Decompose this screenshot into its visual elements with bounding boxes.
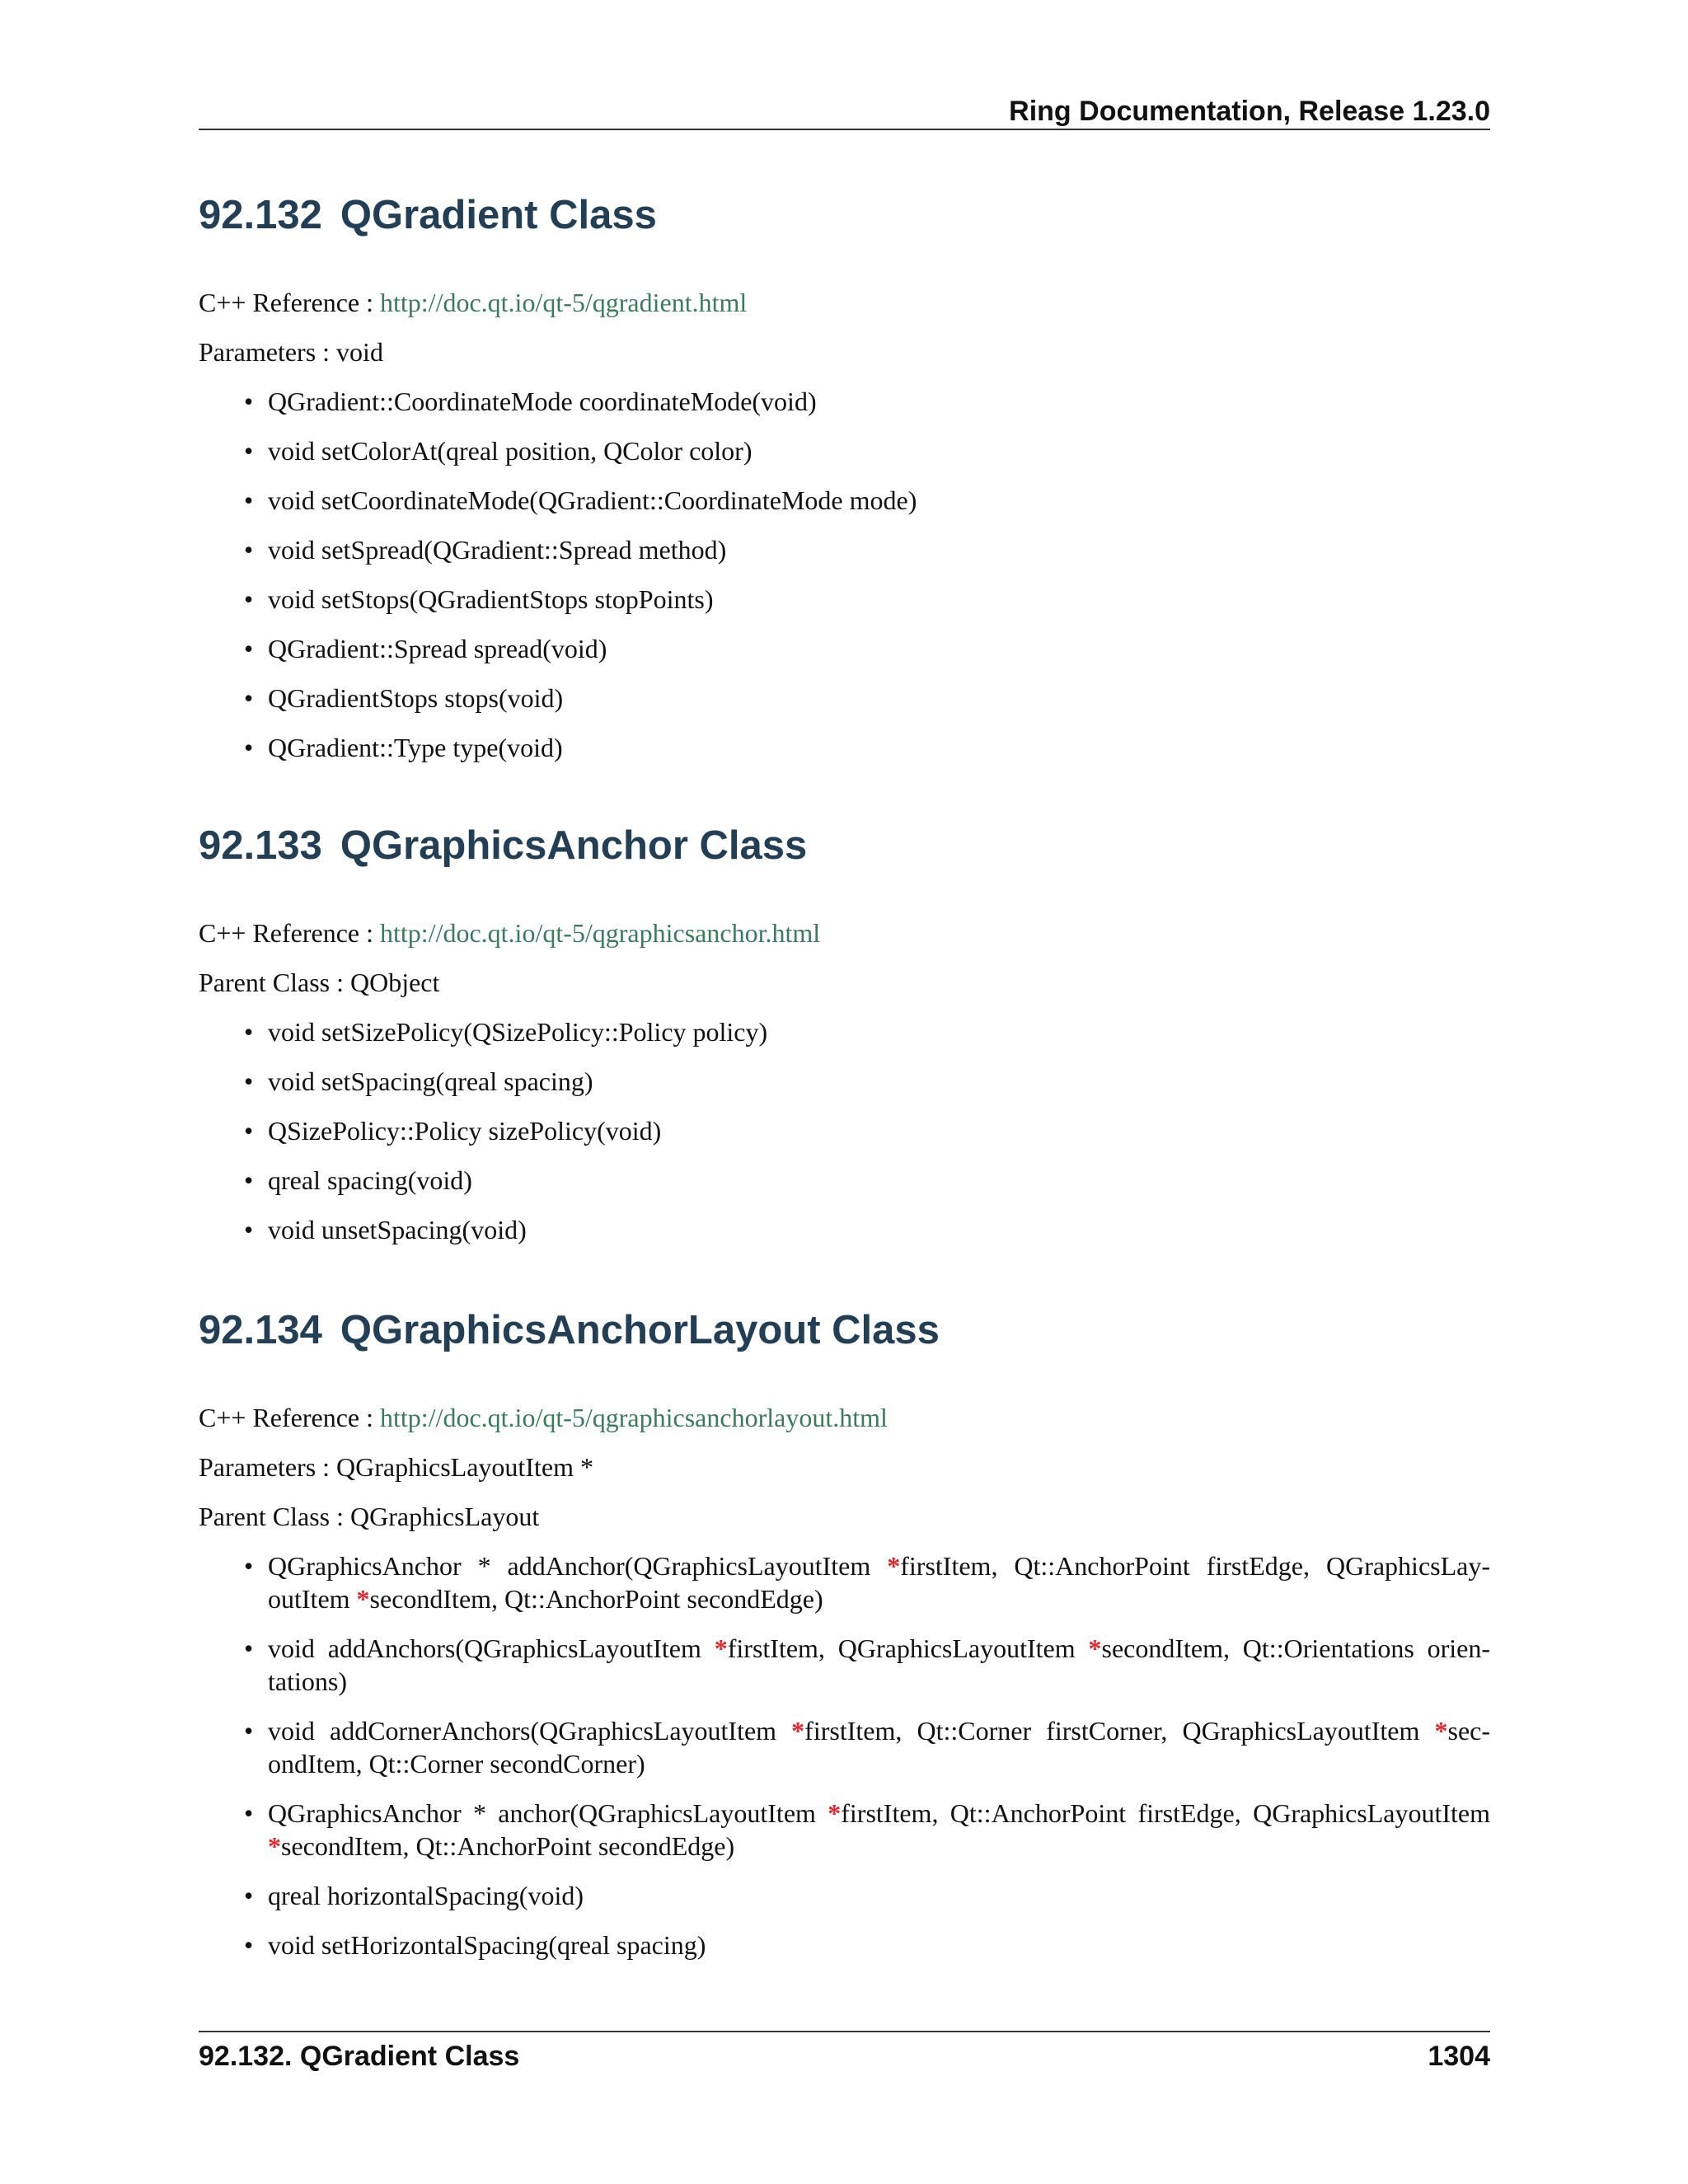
list-item (199, 1114, 1490, 1147)
section-number: 92.133 (199, 823, 322, 868)
parent-class-line (199, 966, 439, 999)
section-title: QGraphicsAnchorLayout Class (340, 1308, 940, 1352)
list-item (199, 434, 1490, 467)
bullet: • (244, 535, 254, 565)
cpp-reference-line (199, 1401, 888, 1434)
page-number: 1304 (1428, 2041, 1490, 2072)
method-list-qgraphicsanchor (199, 1015, 1490, 1246)
bullet: • (244, 1716, 254, 1746)
method-signature-part: void addCornerAnchors(QGraphicsLayoutItem (268, 1716, 792, 1746)
method-signature-part: sec-ondItem, Qt::Corner secondCorner) (268, 1716, 1491, 1779)
parameters-value: QGraphicsLayoutItem * (336, 1452, 593, 1482)
method-signature: QGradient::Type type(void) (268, 733, 563, 762)
section-title: QGraphicsAnchor Class (340, 823, 808, 868)
pointer-star: * (1434, 1716, 1448, 1746)
reference-link[interactable]: http://doc.qt.io/qt-5/qgradient.html (380, 288, 748, 317)
reference-label: C++ Reference : (199, 1403, 373, 1432)
bullet: • (244, 1165, 254, 1195)
bullet: • (244, 634, 254, 663)
bullet: • (244, 1930, 254, 1960)
list-item (199, 1015, 1490, 1048)
parameters-label: Parameters : (199, 337, 331, 367)
method-signature: qreal spacing(void) (268, 1165, 472, 1195)
method-signature: QSizePolicy::Policy sizePolicy(void) (268, 1116, 662, 1146)
method-signature-part: firstItem, QGraphicsLayoutItem (727, 1633, 1089, 1663)
list-item (199, 533, 1490, 566)
section-heading-qgraphicsanchor (199, 823, 807, 869)
bullet: • (244, 1881, 254, 1910)
section-title: QGradient Class (340, 193, 657, 237)
method-signature-part: void addAnchors(QGraphicsLayoutItem (268, 1633, 715, 1663)
pointer-star: * (268, 1831, 281, 1861)
parent-value: QGraphicsLayout (349, 1502, 540, 1531)
bullet: • (244, 584, 254, 614)
header-title: Ring Documentation, Release 1.23.0 (1009, 96, 1490, 127)
reference-link[interactable]: http://doc.qt.io/qt-5/qgraphicsanchor.html (380, 918, 821, 948)
list-item (199, 1549, 1490, 1615)
bullet: • (244, 733, 254, 762)
bullet: • (244, 485, 254, 515)
method-signature: void setCoordinateMode(QGradient::CoordinateMode mode) (268, 485, 917, 515)
pointer-star: * (356, 1584, 370, 1614)
pointer-star: * (714, 1633, 728, 1663)
reference-label: C++ Reference : (199, 288, 373, 317)
page-header (199, 91, 1490, 130)
method-signature-part: firstItem, Qt::AnchorPoint firstEdge, QGraphicsLay-outItem (268, 1551, 1491, 1614)
parameters-line (199, 335, 383, 368)
bullet: • (244, 1017, 254, 1047)
list-item (199, 1632, 1490, 1698)
bullet: • (244, 1633, 254, 1663)
list-item (199, 583, 1490, 616)
pointer-star: * (828, 1798, 842, 1828)
list-item (199, 1065, 1490, 1098)
list-item (199, 1797, 1490, 1863)
method-signature: QGradient::CoordinateMode coordinateMode(void) (268, 387, 817, 416)
method-list-qgradient (199, 385, 1490, 764)
method-signature: QGradient::Spread spread(void) (268, 634, 607, 663)
method-signature: qreal horizontalSpacing(void) (268, 1881, 584, 1910)
method-signature: void setSizePolicy(QSizePolicy::Policy policy) (268, 1017, 768, 1047)
method-signature-part: secondItem, Qt::AnchorPoint secondEdge) (369, 1584, 823, 1614)
parameters-label: Parameters : (199, 1452, 331, 1482)
section-number: 92.134 (199, 1308, 322, 1352)
method-signature-part: firstItem, Qt::Corner firstCorner, QGraphicsLayoutItem (804, 1716, 1435, 1746)
parameters-value: void (336, 337, 383, 367)
list-item (199, 484, 1490, 517)
method-signature: QGradientStops stops(void) (268, 683, 564, 713)
list-item (199, 1164, 1490, 1197)
pointer-star: * (1088, 1633, 1102, 1663)
method-signature: void setColorAt(qreal position, QColor color) (268, 436, 753, 466)
list-item (199, 632, 1490, 665)
bullet: • (244, 387, 254, 416)
bullet: • (244, 1551, 254, 1581)
method-signature: void setSpacing(qreal spacing) (268, 1066, 593, 1096)
section-number: 92.132 (199, 193, 322, 237)
parent-label: Parent Class : (199, 968, 344, 997)
section-heading-qgradient (199, 192, 657, 238)
section-heading-qgraphicsanchorlayout (199, 1307, 940, 1353)
footer-section-title: 92.132. QGradient Class (199, 2041, 520, 2072)
method-signature: void setStops(QGradientStops stopPoints) (268, 584, 714, 614)
method-signature-part: firstItem, Qt::AnchorPoint firstEdge, QGraphicsLayoutItem (841, 1798, 1490, 1828)
reference-link[interactable]: http://doc.qt.io/qt-5/qgraphicsanchorlayout.html (380, 1403, 888, 1432)
parent-label: Parent Class : (199, 1502, 344, 1531)
list-item (199, 731, 1490, 764)
list-item (199, 1879, 1490, 1912)
bullet: • (244, 436, 254, 466)
method-list-qgraphicsanchorlayout (199, 1549, 1490, 1961)
method-signature-part: secondItem, Qt::AnchorPoint secondEdge) (281, 1831, 735, 1861)
cpp-reference-line (199, 286, 747, 319)
parent-value: QObject (349, 968, 440, 997)
reference-label: C++ Reference : (199, 918, 373, 948)
bullet: • (244, 683, 254, 713)
method-signature-part: secondItem, Qt::Orientations orien-tations) (268, 1633, 1491, 1696)
pointer-star: * (791, 1716, 805, 1746)
cpp-reference-line (199, 916, 820, 949)
bullet: • (244, 1215, 254, 1244)
method-signature-part: QGraphicsAnchor * addAnchor(QGraphicsLayoutItem (268, 1551, 888, 1581)
list-item (199, 1929, 1490, 1961)
list-item (199, 1714, 1490, 1780)
method-signature: void unsetSpacing(void) (268, 1215, 527, 1244)
bullet: • (244, 1066, 254, 1096)
list-item (199, 682, 1490, 715)
parameters-line (199, 1451, 593, 1483)
parent-class-line (199, 1500, 539, 1533)
bullet: • (244, 1116, 254, 1146)
list-item (199, 385, 1490, 418)
method-signature-part: QGraphicsAnchor * anchor(QGraphicsLayoutItem (268, 1798, 828, 1828)
bullet: • (244, 1798, 254, 1828)
method-signature: void setSpread(QGradient::Spread method) (268, 535, 727, 565)
method-signature: void setHorizontalSpacing(qreal spacing) (268, 1930, 706, 1960)
list-item (199, 1213, 1490, 1246)
page-footer (199, 2031, 1490, 2082)
pointer-star: * (887, 1551, 901, 1581)
